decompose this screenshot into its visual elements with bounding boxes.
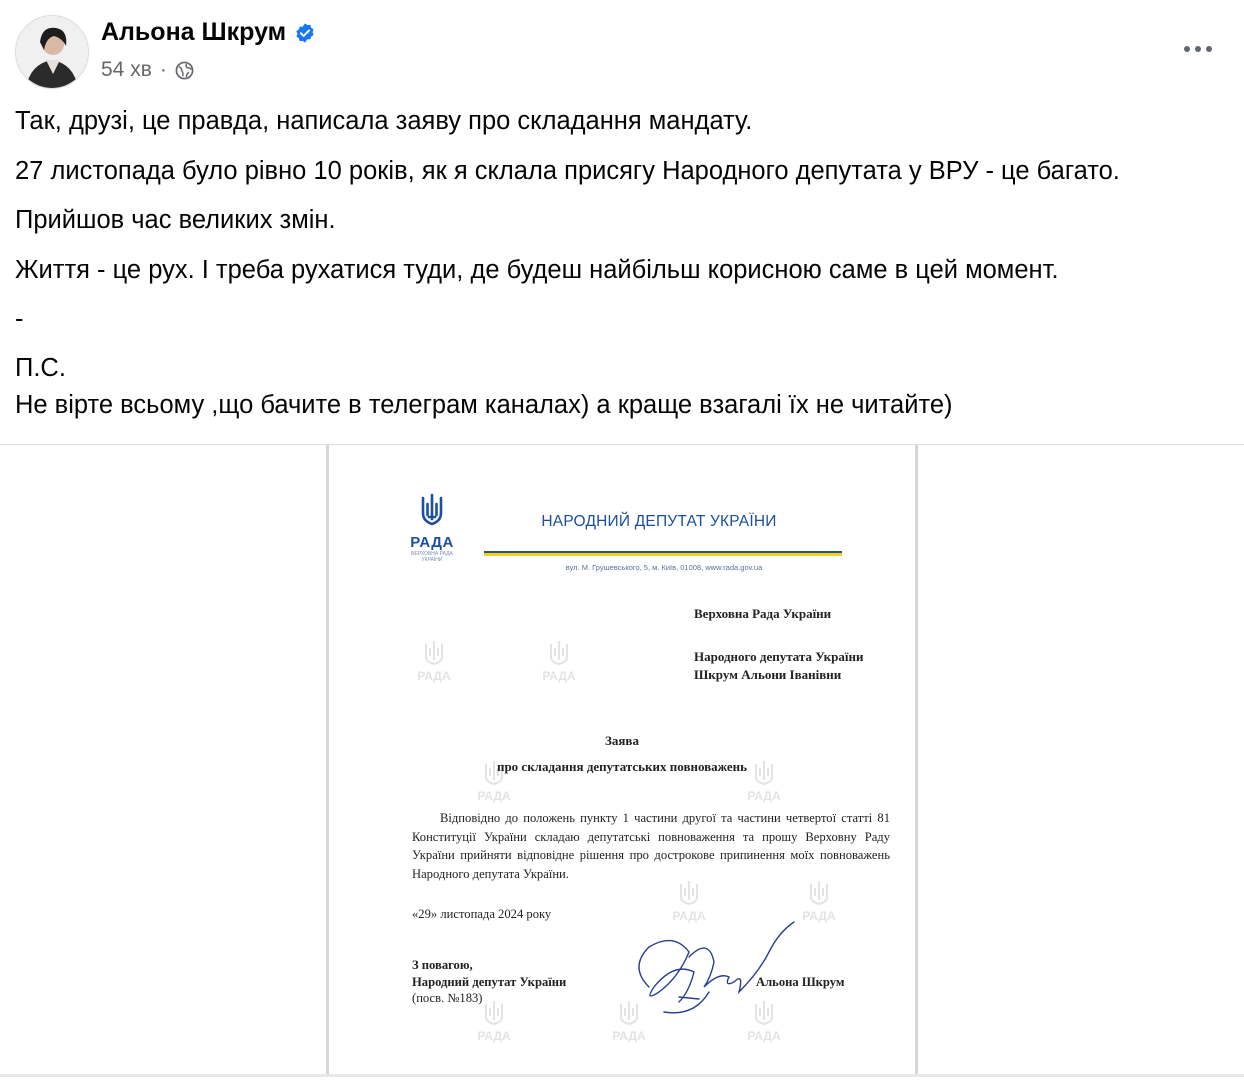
globe-icon[interactable] [175,61,194,80]
verified-badge-icon [294,22,316,44]
watermark [799,880,839,923]
post-time[interactable]: 54 хв [101,58,152,81]
post-paragraph: Прийшов час великих змін. [15,206,336,234]
post-meta [101,58,194,82]
watermark-text: РАДА [477,1029,511,1043]
post-paragraph: П.С. [15,354,66,382]
handwritten-signature [619,917,799,1027]
post-paragraph: Не вірте всьому ,що бачите в телеграм каналах) а краще взагалі їх не читайте) [15,391,953,419]
more-options-icon-dot [1206,46,1212,52]
document-subtitle: про складання депутатських повноважень [496,759,748,774]
rada-logo [407,493,457,563]
post-bottom-border [0,1074,1244,1077]
trident-icon [420,493,444,527]
document-certificate: (посв. №183) [412,991,483,1005]
author-avatar[interactable] [15,15,89,89]
document-header-title: НАРОДНИЙ ДЕПУТАТ УКРАЇНИ [541,513,777,530]
author-name-text[interactable]: Альона Шкрум [101,18,287,46]
post-paragraph: Життя - це рух. І треба рухатися туди, де будеш найбільш корисною саме в цей момент. [15,256,1059,284]
sender-line: Шкрум Альони Іванівни [694,667,842,682]
author-name[interactable] [101,18,316,47]
meta-separator: · [159,58,167,81]
document-recipient: Верховна Рада України [694,606,832,621]
more-options-icon-dot [1195,46,1201,52]
post-paragraph: - [15,305,24,333]
more-options-button[interactable] [1178,38,1218,60]
logo-subtext: ВЕРХОВНА РАДА УКРАЇНИ [411,551,453,563]
signer-name: Альона Шкрум [756,975,845,989]
flag-line [484,551,842,556]
watermark-text: РАДА [612,1029,646,1043]
watermark-text: РАДА [417,669,451,683]
document-body: Відповідно до положень пункту 1 частини другої та частини четвертої статті 81 Конституції України складаю депутатські повноваження та прошу Верховну Раду України прийняти відповідне рішення про дострокове припинення моїх повноважень Народного депутата України. [412,811,890,881]
watermark-text: РАДА [802,909,836,923]
post-paragraph: Так, друзі, це правда, написала заяву про складання мандату. [15,107,753,135]
watermark [414,640,454,683]
document-title: Заява [605,733,639,748]
post-paragraph: 27 листопада було рівно 10 років, як я склала присягу Народного депутата у ВРУ - це багато. [15,157,1120,185]
document-image[interactable] [326,445,918,1075]
watermark-text: РАДА [672,909,706,923]
document-closing [412,957,566,991]
logo-text: РАДА [410,534,454,551]
post-header [0,0,1244,100]
watermark-text: РАДА [542,669,576,683]
watermark-text: РАДА [747,1029,781,1043]
closing-line: З повагою, [412,958,473,972]
watermark [539,640,579,683]
sender-line: Народного депутата України [694,649,864,664]
closing-line: Народний депутат України [412,975,567,989]
document-date: «29» листопада 2024 року [412,907,552,921]
avatar-photo [16,16,88,88]
watermark [474,1000,514,1043]
watermark-text: РАДА [747,789,781,803]
flag-line-yellow [484,553,842,556]
watermark-text: РАДА [477,789,511,803]
more-options-icon [1184,46,1190,52]
document-sender [694,648,864,684]
document-address: вул. М. Грушевського, 5, м. Київ, 01008, www.rada.gov.ua [565,563,763,572]
